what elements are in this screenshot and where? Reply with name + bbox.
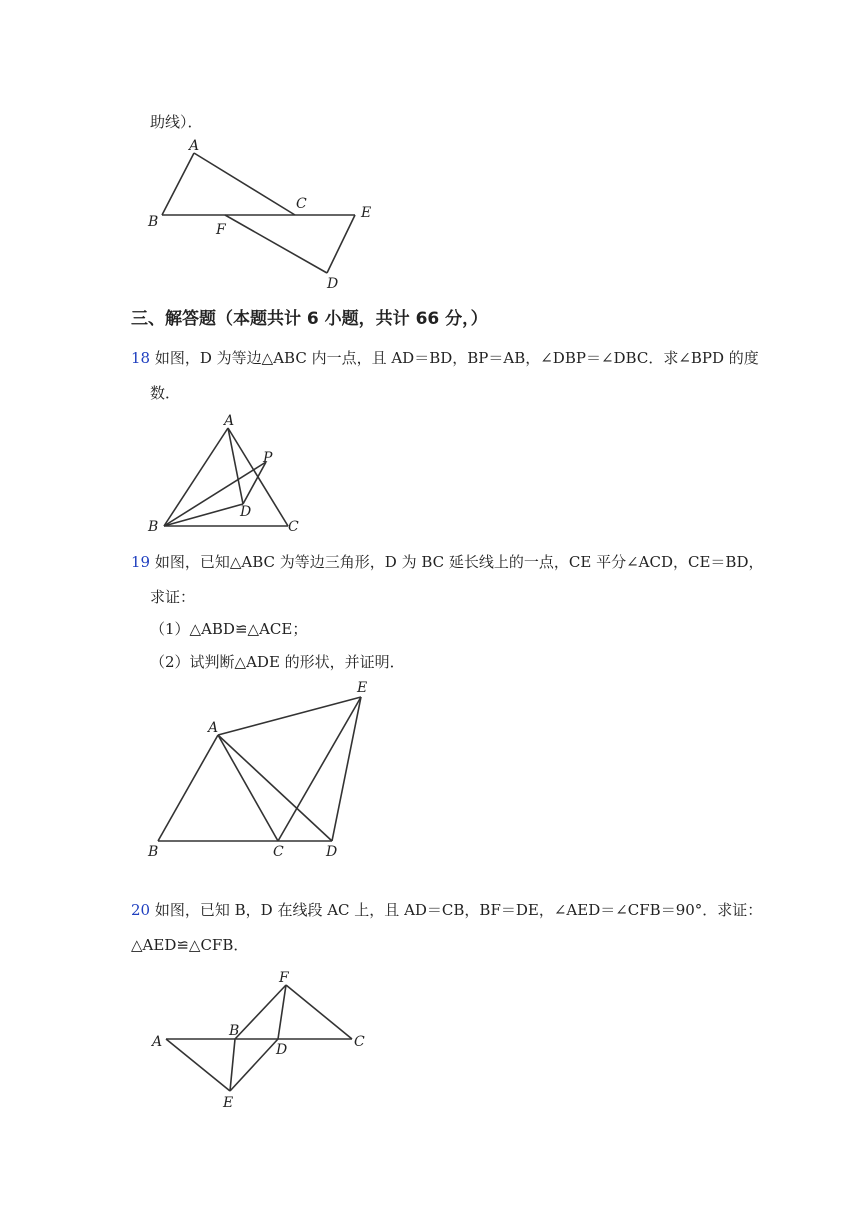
label-A: A xyxy=(152,1034,163,1050)
question-text: 如图，已知△ABC 为等边三角形，D 为 BC 延长线上的一点，CE 平分∠ACD，CE＝BD， xyxy=(154,553,764,571)
label-D: D xyxy=(327,276,339,292)
label-A: A xyxy=(208,720,219,736)
question-20-line1 xyxy=(131,900,762,920)
question-18-line1 xyxy=(131,348,759,368)
question-18-line2: 数． xyxy=(150,384,181,402)
question-text: 如图，D 为等边△ABC 内一点，且 AD＝BD，BP＝AB，∠DBP＝∠DBC．求∠BPD 的度 xyxy=(154,349,759,367)
section-heading: 三、解答题（本题共计 6 小题，共计 66 分，） xyxy=(131,309,488,329)
figure-19 xyxy=(140,675,390,865)
label-C: C xyxy=(354,1034,365,1050)
label-B: B xyxy=(148,519,159,535)
label-B: B xyxy=(229,1023,240,1039)
label-A: A xyxy=(189,138,200,154)
question-20-line2: △AED≌△CFB． xyxy=(131,936,249,954)
label-C: C xyxy=(296,196,307,212)
question-text: 如图，已知 B，D 在线段 AC 上，且 AD＝CB，BF＝DE，∠AED＝∠CFB＝90°．求证： xyxy=(154,901,763,919)
label-E: E xyxy=(357,680,368,696)
question-19-part2: （2）试判断△ADE 的形状，并证明． xyxy=(150,653,405,671)
label-D: D xyxy=(326,844,338,860)
figure-20 xyxy=(140,965,390,1115)
question-number: 20 xyxy=(131,901,151,919)
question-19-line1 xyxy=(131,552,763,572)
question-19-part1: （1）△ABD≌△ACE； xyxy=(150,620,308,638)
label-B: B xyxy=(148,844,159,860)
label-C: C xyxy=(273,844,284,860)
question-19-line2: 求证： xyxy=(150,588,196,606)
previous-question-tail: 助线）． xyxy=(150,113,203,131)
figure-previous xyxy=(140,135,390,295)
label-E: E xyxy=(361,205,372,221)
label-B: B xyxy=(148,214,159,230)
figure-18 xyxy=(140,410,320,540)
question-number: 19 xyxy=(131,553,151,571)
label-D: D xyxy=(240,504,252,520)
label-P: P xyxy=(263,450,273,466)
question-number: 18 xyxy=(131,349,151,367)
label-E: E xyxy=(223,1095,234,1111)
label-F: F xyxy=(279,970,289,986)
label-F: F xyxy=(216,222,226,238)
label-A: A xyxy=(224,413,235,429)
label-D: D xyxy=(276,1042,288,1058)
label-C: C xyxy=(288,519,299,535)
